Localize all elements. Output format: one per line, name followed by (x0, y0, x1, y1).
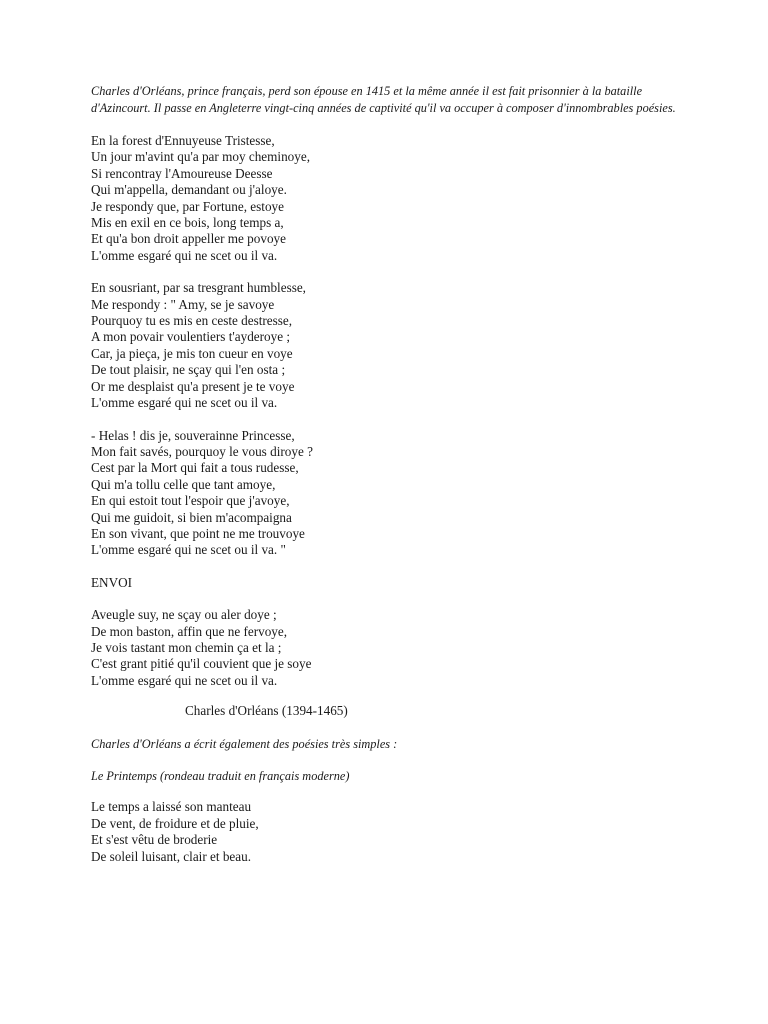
stanza-3 (91, 428, 691, 559)
poem-line: L'omme esgaré qui ne scet ou il va. (91, 247, 278, 263)
poem-line: Le temps a laissé son manteau (91, 799, 252, 815)
poem-line: Or me desplaist qu'a present je te voye (91, 378, 295, 394)
stanza-2 (91, 280, 691, 411)
poem-line: C'est grant pitié qu'il couvient que je soye (91, 656, 312, 672)
poem-line: Qui m'a tollu celle que tant amoye, (91, 476, 276, 492)
poem-line: En qui estoit tout l'espoir que j'avoye, (91, 493, 290, 509)
poem-line: En la forest d'Ennuyeuse Tristesse, (91, 133, 275, 148)
poem-line: - Helas ! dis je, souverainne Princesse, (91, 427, 295, 443)
poem-line: A mon povair voulentiers t'ayderoye ; (91, 329, 291, 345)
poem-line: De mon baston, affin que ne fervoye, (91, 623, 288, 639)
poem-line: De vent, de froidure et de pluie, (91, 815, 259, 831)
envoi-heading: ENVOI (91, 574, 133, 590)
poem-line: L'omme esgaré qui ne scet ou il va. " (91, 542, 286, 558)
rondeau-stanza (91, 799, 691, 865)
poem-line: Et qu'a bon droit appeller me povoye (91, 231, 287, 247)
note-paragraph: Charles d'Orléans a écrit également des poésies très simples : (91, 736, 398, 751)
poem-line: L'omme esgaré qui ne scet ou il va. (91, 672, 278, 688)
poem-line: Si rencontray l'Amoureuse Deesse (91, 165, 273, 181)
poem-line: Aveugle suy, ne sçay ou aler doye ; (91, 607, 277, 623)
poem-line: Cest par la Mort qui fait a tous rudesse, (91, 460, 299, 476)
poem-line: Me respondy : " Amy, se je savoye (91, 296, 275, 312)
envoi-stanza (91, 607, 691, 689)
poem-line: De soleil luisant, clair et beau. (91, 848, 252, 864)
poem-line: Mis en exil en ce bois, long temps a, (91, 215, 284, 231)
stanza-1 (91, 133, 691, 264)
intro-paragraph: Charles d'Orléans, prince français, perd son épouse en 1415 et la même année il est fait prisonnier à la bataille d'Azincourt. Il passe en Angleterre vingt-cinq années de captivité qu'il va occuper à composer d'innombrables poésies. (91, 84, 676, 115)
poem-line: Pourquoy tu es mis en ceste destresse, (91, 313, 293, 329)
poem-line: Et s'est vêtu de broderie (91, 832, 218, 848)
poem-line: Je respondy que, par Fortune, estoye (91, 198, 285, 214)
poem-line: L'omme esgaré qui ne scet ou il va. (91, 395, 278, 411)
poem-line: En son vivant, que point ne me trouvoye (91, 525, 305, 541)
author-signature: Charles d'Orléans (1394-1465) (185, 703, 348, 719)
poem-line: Qui m'appella, demandant ou j'aloye. (91, 182, 287, 198)
poem-line: Mon fait savés, pourquoy le vous diroye ? (91, 443, 313, 459)
document-page (91, 83, 691, 881)
poem-line: Je vois tastant mon chemin ça et la ; (91, 639, 282, 655)
poem-line: Un jour m'avint qu'a par moy cheminoye, (91, 149, 310, 165)
poem-line: Car, ja pieça, je mis ton cueur en voye (91, 345, 293, 361)
poem-line: En sousriant, par sa tresgrant humblesse, (91, 280, 306, 296)
rondeau-title: Le Printemps (rondeau traduit en français moderne) (91, 769, 350, 783)
poem-line: De tout plaisir, ne sçay qui l'en osta ; (91, 362, 286, 378)
poem-line: Qui me guidoit, si bien m'acompaigna (91, 509, 292, 525)
